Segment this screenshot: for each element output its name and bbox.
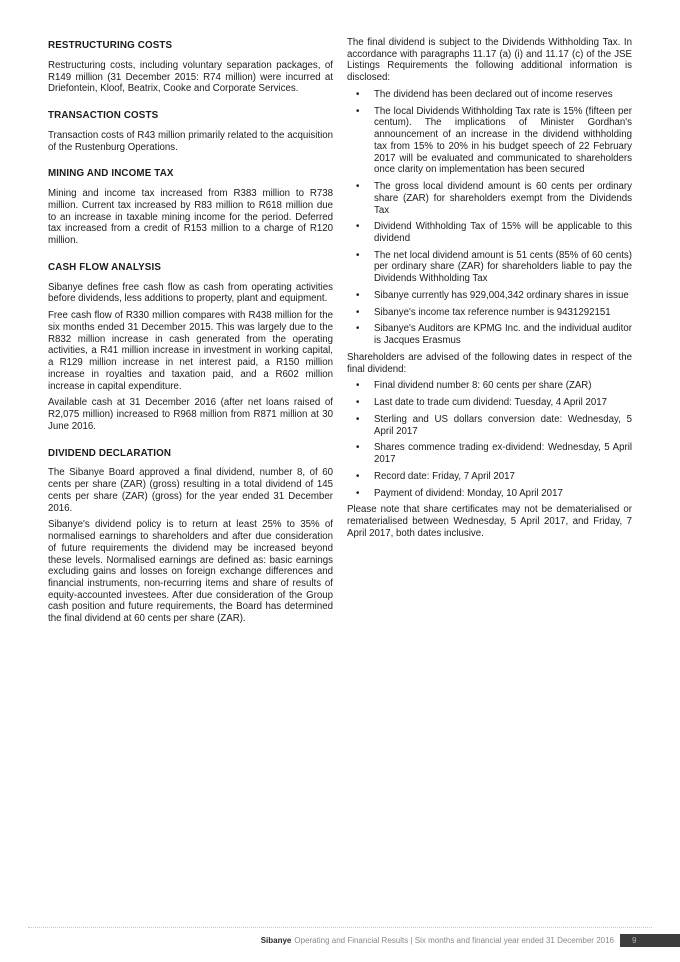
paragraph: Sibanye defines free cash flow as cash from operating activities before dividends, less additions to property, plant and equipment. xyxy=(48,281,333,305)
bullet-icon: • xyxy=(356,289,360,301)
bullet-text: Dividend Withholding Tax of 15% will be applicable to this dividend xyxy=(374,221,632,245)
bullet-text: Final dividend number 8: 60 cents per share (ZAR) xyxy=(374,380,592,392)
page-number-badge xyxy=(620,934,680,947)
bullet-text: Sibanye currently has 929,004,342 ordinary shares in issue xyxy=(374,289,629,301)
bullet-text: The dividend has been declared out of income reserves xyxy=(374,88,613,100)
footer xyxy=(0,933,680,947)
bullet-text: Sibanye's Auditors are KPMG Inc. and the individual auditor is Jacques Erasmus xyxy=(374,323,632,347)
footer-caption: Operating and Financial Results | Six months and financial year ended 31 December 2016 xyxy=(294,935,614,945)
bullet-icon: • xyxy=(356,249,360,261)
bullet-text: The net local dividend amount is 51 cents (85% of 60 cents) per ordinary share (ZAR) for shareholders liable to pay the Dividends Withholding Tax xyxy=(374,249,632,285)
bullet-icon: • xyxy=(356,397,360,409)
paragraph: Transaction costs of R43 million primarily related to the acquisition of the Rustenburg Operations. xyxy=(48,129,333,153)
bullet-item xyxy=(347,307,632,319)
section-heading: DIVIDEND DECLARATION xyxy=(48,447,172,459)
footer-brand: Sibanye xyxy=(260,935,292,945)
two-column-layout xyxy=(48,37,632,630)
bullet-text: Sibanye's income tax reference number is 9431292151 xyxy=(374,306,611,318)
bullet-text: Last date to trade cum dividend: Tuesday, 4 April 2017 xyxy=(374,397,608,409)
paragraph: Available cash at 31 December 2016 (after net loans raised of R2,075 million) increased to R968 million from R871 million at 30 June 2016. xyxy=(48,397,333,432)
bullet-item xyxy=(347,414,632,437)
bullet-item xyxy=(347,471,632,483)
paragraph: Restructuring costs, including voluntary separation packages, of R149 million (31 December 2015: R74 million) were incurred at Driefontein, Kloof, Beatrix, Cooke and Corporate Services. xyxy=(48,59,333,95)
bullet-icon: • xyxy=(356,181,360,193)
bullet-icon: • xyxy=(356,306,360,318)
bullet-text: Sterling and US dollars conversion date: Wednesday, 5 April 2017 xyxy=(374,413,632,437)
page-number: 9 xyxy=(632,935,637,945)
bullet-icon: • xyxy=(356,442,360,454)
paragraph: Sibanye's dividend policy is to return at least 25% to 35% of normalised earnings to shareholders and after due consideration of future requirements the dividend may be increased beyond these levels. Normalised earnings are defined as: basic earnings excluding gains and losses on foreign exchange differences and financial instruments, non-recurring items and share of results of equity-accounted investees. After due consideration of the Group cash position and future requirements, the Board has determined the final dividend at 60 cents per share (ZAR). xyxy=(48,519,333,625)
bullet-item xyxy=(347,380,632,392)
bullet-item xyxy=(347,397,632,409)
bullet-icon: • xyxy=(356,413,360,425)
paragraph: The final dividend is subject to the Dividends Withholding Tax. In accordance with paragraphs 11.17 (a) (i) and 11.17 (c) of the JSE Listings Requirements the following additional information is disclosed: xyxy=(347,37,632,84)
footer-divider xyxy=(28,927,652,928)
bullet-item xyxy=(347,250,632,285)
section-heading: RESTRUCTURING COSTS xyxy=(48,40,173,51)
bullet-icon: • xyxy=(356,487,360,499)
paragraph: Shareholders are advised of the following dates in respect of the final dividend: xyxy=(347,351,632,375)
bullet-text: The gross local dividend amount is 60 cents per ordinary share (ZAR) for shareholders exempt from the Dividends Tax xyxy=(374,181,632,216)
bullet-item xyxy=(347,488,632,500)
right-column xyxy=(347,37,632,630)
bullet-icon: • xyxy=(356,88,360,100)
bullet-text: Shares commence trading ex-dividend: Wednesday, 5 April 2017 xyxy=(374,442,632,466)
bullet-icon: • xyxy=(356,221,360,233)
bullet-item xyxy=(347,323,632,346)
bullet-item xyxy=(347,181,632,216)
bullet-item xyxy=(347,290,632,302)
bullet-item xyxy=(347,89,632,101)
section-heading: CASH FLOW ANALYSIS xyxy=(48,261,162,273)
bullet-icon: • xyxy=(356,380,360,392)
bullet-text: The local Dividends Withholding Tax rate is 15% (fifteen per centum). The implications of Minister Gordhan's announcement of an increase in the dividend withholding tax from 15% to 20% in his budget speech of 22 February 2017 will be evaluated and communicated to shareholders once clarity on implementation has been secured xyxy=(374,105,632,176)
bullet-item xyxy=(347,221,632,244)
bullet-icon: • xyxy=(356,470,360,482)
left-column xyxy=(48,37,333,630)
paragraph: Free cash flow of R330 million compares with R438 million for the six months ended 31 December 2015. This was largely due to the R832 million increase in cash generated from the operating activities, a R41 million increase in investment in working capital, a R129 million increase in net interest paid, a R150 million increase in royalties and taxation paid, and a R602 million increase in capital expenditure. xyxy=(48,310,333,392)
section-heading: MINING AND INCOME TAX xyxy=(48,168,174,180)
bullet-icon: • xyxy=(356,105,360,117)
bullet-item xyxy=(347,106,632,176)
paragraph: The Sibanye Board approved a final dividend, number 8, of 60 cents per share (ZAR) (gross) resulting in a total dividend of 145 cents per share (ZAR) (gross) for the year ended 31 December 2016. xyxy=(48,467,333,514)
bullet-text: Record date: Friday, 7 April 2017 xyxy=(374,470,515,482)
footer-text xyxy=(261,936,614,945)
bullet-text: Payment of dividend: Monday, 10 April 2017 xyxy=(374,487,563,499)
paragraph: Please note that share certificates may not be dematerialised or rematerialised between Wednesday, 5 April 2017, and Friday, 7 April 2017, both dates inclusive. xyxy=(347,504,632,539)
bullet-item xyxy=(347,442,632,465)
bullet-icon: • xyxy=(356,323,360,335)
paragraph: Mining and income tax increased from R383 million to R738 million. Current tax increased by R83 million to R618 million due to an increase in taxable mining income for the period. Deferred tax increased from a credit of R153 million to a charge of R120 million. xyxy=(48,188,333,247)
section-heading: TRANSACTION COSTS xyxy=(48,110,159,122)
